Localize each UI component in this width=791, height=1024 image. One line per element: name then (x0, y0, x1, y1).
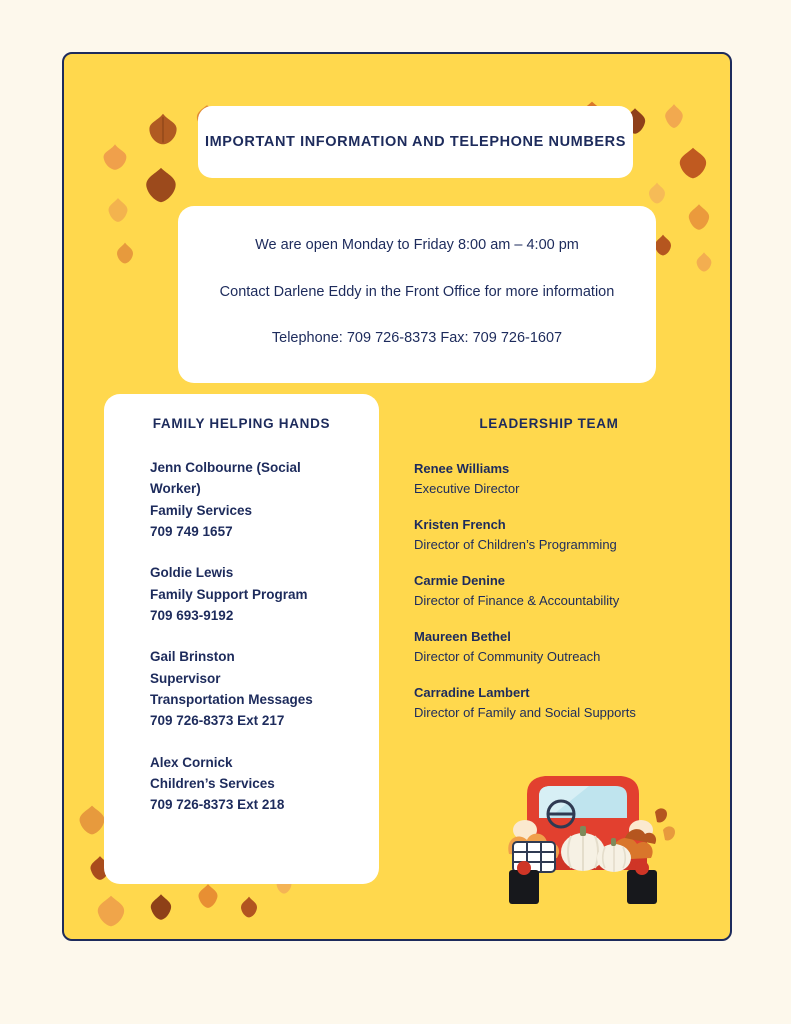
contact-phone: 709 693-9192 (150, 607, 234, 623)
leaf-icon (94, 894, 128, 928)
leader-role: Director of Finance & Accountability (414, 592, 620, 608)
contact-phone: 709 749 1657 (150, 523, 233, 539)
leaf-icon (692, 250, 716, 274)
contact-title: Supervisor (150, 670, 221, 686)
leaf-icon (142, 166, 180, 204)
family-helping-hands-heading: FAMILY HELPING HANDS (152, 416, 331, 431)
poster-page (62, 52, 732, 941)
leader-role: Director of Family and Social Supports (414, 704, 636, 720)
info-card (178, 206, 656, 383)
info-line-telephone: Telephone: 709 726-8373 Fax: 709 726-1607 (271, 330, 563, 347)
leaf-icon (644, 180, 670, 206)
leaf-icon (146, 112, 180, 146)
pickup-truck-illustration (479, 734, 689, 914)
page-title: IMPORTANT INFORMATION AND TELEPHONE NUMBERS (204, 134, 627, 150)
contact-name: Jenn Colbourne (Social Worker) (150, 460, 301, 497)
leader-name: Renee Williams (414, 461, 510, 476)
leaf-icon (236, 894, 262, 920)
leaf-icon (194, 882, 222, 910)
leader-name: Kristen French (414, 517, 506, 532)
leader-role: Director of Children’s Programming (414, 536, 617, 552)
list-item (414, 627, 704, 666)
leaf-icon (684, 202, 714, 232)
info-line-contact: Contact Darlene Eddy in the Front Office for more information (219, 283, 615, 300)
info-line-hours: We are open Monday to Friday 8:00 am – 4:00 pm (255, 237, 579, 253)
poster-title-card (198, 106, 633, 178)
leader-role: Director of Community Outreach (414, 648, 601, 664)
contact-phone: 709 726-8373 Ext 217 (150, 713, 285, 729)
family-helping-hands-card (104, 394, 379, 884)
leader-name: Maureen Bethel (414, 629, 511, 644)
leader-name: Carradine Lambert (414, 685, 530, 700)
list-item (150, 457, 353, 542)
leader-role: Executive Director (414, 480, 520, 496)
leadership-team-heading: LEADERSHIP TEAM (479, 416, 619, 431)
leaf-icon (112, 240, 138, 266)
leadership-team-block (414, 416, 704, 739)
contact-name: Gail Brinston (150, 649, 235, 665)
leaf-icon (660, 102, 688, 130)
list-item (414, 571, 704, 610)
leaf-icon (104, 196, 132, 224)
list-item (414, 683, 704, 722)
list-item (414, 459, 704, 498)
contact-department: Transportation Messages (150, 691, 313, 707)
leaf-icon (146, 892, 176, 922)
list-item (150, 752, 353, 816)
leaf-icon (100, 142, 130, 172)
contact-name: Goldie Lewis (150, 565, 234, 581)
leaf-icon (676, 146, 710, 180)
list-item (414, 515, 704, 554)
contact-department: Family Services (150, 502, 253, 518)
leader-name: Carmie Denine (414, 573, 506, 588)
list-item (150, 562, 353, 626)
list-item (150, 646, 353, 731)
contact-phone: 709 726-8373 Ext 218 (150, 797, 285, 813)
contact-department: Children’s Services (150, 775, 275, 791)
contact-department: Family Support Program (150, 586, 308, 602)
contact-name: Alex Cornick (150, 754, 233, 770)
